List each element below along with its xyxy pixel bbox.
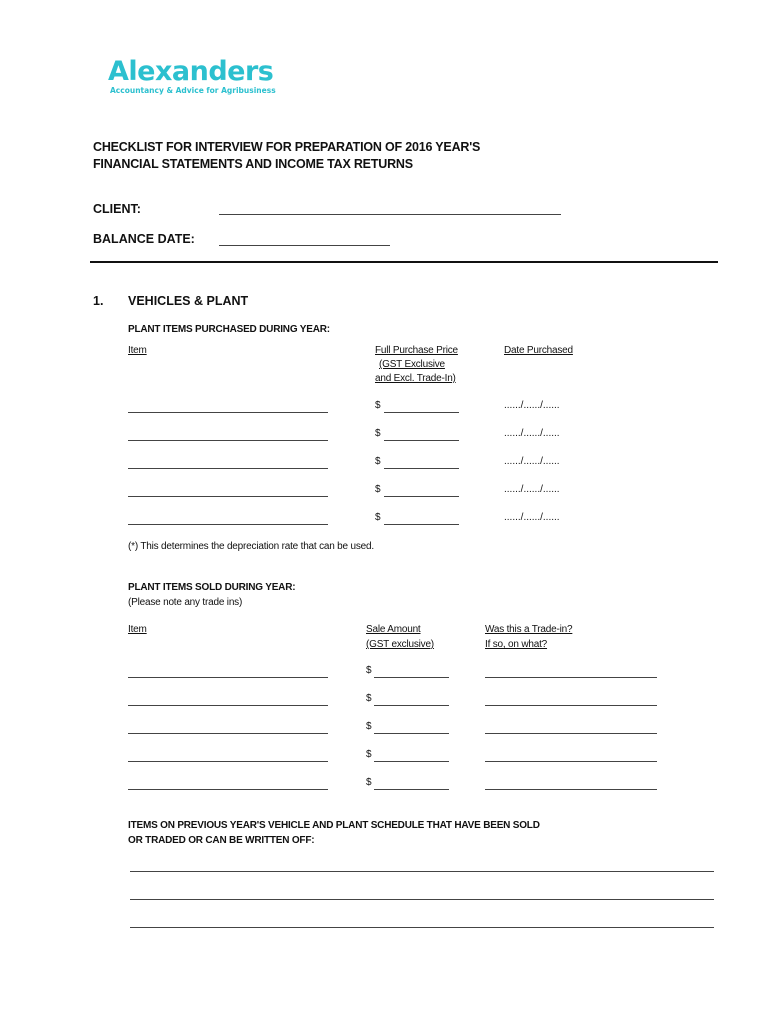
client-label: CLIENT: [93, 202, 141, 216]
dollar-sign: $ [366, 665, 372, 676]
document-title-line1: CHECKLIST FOR INTERVIEW FOR PREPARATION OF 2016 YEAR'S [93, 140, 481, 154]
purchased-col-date: Date Purchased [504, 345, 573, 356]
sold-col-sale: (GST exclusive) [366, 639, 434, 650]
sold-amount-field[interactable] [374, 789, 449, 790]
sold-subheading: (Please note any trade ins) [128, 597, 243, 608]
balance-date-field[interactable] [219, 245, 390, 246]
purchased-price-field[interactable] [384, 440, 459, 441]
sold-item-field[interactable] [128, 789, 328, 790]
depreciation-note: (*) This determines the depreciation rate that can be used. [128, 541, 374, 552]
dollar-sign: $ [375, 400, 381, 411]
purchased-price-field[interactable] [384, 496, 459, 497]
sold-amount-field[interactable] [374, 761, 449, 762]
section-title: VEHICLES & PLANT [128, 294, 249, 308]
purchased-item-field[interactable] [128, 412, 328, 413]
purchased-date-field[interactable]: ....../....../...... [504, 484, 560, 495]
dollar-sign: $ [375, 484, 381, 495]
purchased-col-item: Item [128, 345, 147, 356]
sold-col-trade: Was this a Trade-in? [485, 624, 573, 635]
purchased-heading: PLANT ITEMS PURCHASED DURING YEAR: [128, 324, 330, 335]
section-divider [90, 261, 718, 263]
dollar-sign: $ [366, 777, 372, 788]
previous-heading-line2: OR TRADED OR CAN BE WRITTEN OFF: [128, 835, 315, 846]
trade-in-field[interactable] [485, 705, 657, 706]
sold-amount-field[interactable] [374, 705, 449, 706]
purchased-price-field[interactable] [384, 468, 459, 469]
balance-date-label: BALANCE DATE: [93, 232, 195, 246]
purchased-item-field[interactable] [128, 496, 328, 497]
write-off-line[interactable] [130, 871, 714, 872]
purchased-date-field[interactable]: ....../....../...... [504, 428, 560, 439]
purchased-date-field[interactable]: ....../....../...... [504, 512, 560, 523]
sold-item-field[interactable] [128, 733, 328, 734]
sold-item-field[interactable] [128, 705, 328, 706]
section-number: 1. [93, 294, 104, 308]
write-off-line[interactable] [130, 927, 714, 928]
company-logo: Alexanders [108, 56, 274, 87]
sold-heading: PLANT ITEMS SOLD DURING YEAR: [128, 582, 296, 593]
sold-item-field[interactable] [128, 761, 328, 762]
purchased-item-field[interactable] [128, 524, 328, 525]
dollar-sign: $ [366, 721, 372, 732]
client-field[interactable] [219, 214, 561, 215]
purchased-col-price: and Excl. Trade-In) [375, 373, 456, 384]
purchased-date-field[interactable]: ....../....../...... [504, 456, 560, 467]
purchased-item-field[interactable] [128, 468, 328, 469]
trade-in-field[interactable] [485, 761, 657, 762]
trade-in-field[interactable] [485, 733, 657, 734]
dollar-sign: $ [366, 749, 372, 760]
dollar-sign: $ [375, 512, 381, 523]
previous-heading-line1: ITEMS ON PREVIOUS YEAR'S VEHICLE AND PLANT SCHEDULE THAT HAVE BEEN SOLD [128, 820, 540, 831]
sold-col-trade: If so, on what? [485, 639, 548, 650]
dollar-sign: $ [366, 693, 372, 704]
sold-amount-field[interactable] [374, 677, 449, 678]
dollar-sign: $ [375, 428, 381, 439]
purchased-col-price: (GST Exclusive [379, 359, 445, 370]
sold-col-item: Item [128, 624, 147, 635]
write-off-line[interactable] [130, 899, 714, 900]
sold-amount-field[interactable] [374, 733, 449, 734]
dollar-sign: $ [375, 456, 381, 467]
company-tagline: Accountancy & Advice for Agribusiness [110, 86, 276, 95]
purchased-col-price: Full Purchase Price [375, 345, 458, 356]
sold-item-field[interactable] [128, 677, 328, 678]
purchased-price-field[interactable] [384, 412, 459, 413]
purchased-item-field[interactable] [128, 440, 328, 441]
trade-in-field[interactable] [485, 789, 657, 790]
trade-in-field[interactable] [485, 677, 657, 678]
sold-col-sale: Sale Amount [366, 624, 421, 635]
purchased-date-field[interactable]: ....../....../...... [504, 400, 560, 411]
purchased-price-field[interactable] [384, 524, 459, 525]
document-title-line2: FINANCIAL STATEMENTS AND INCOME TAX RETURNS [93, 157, 413, 171]
